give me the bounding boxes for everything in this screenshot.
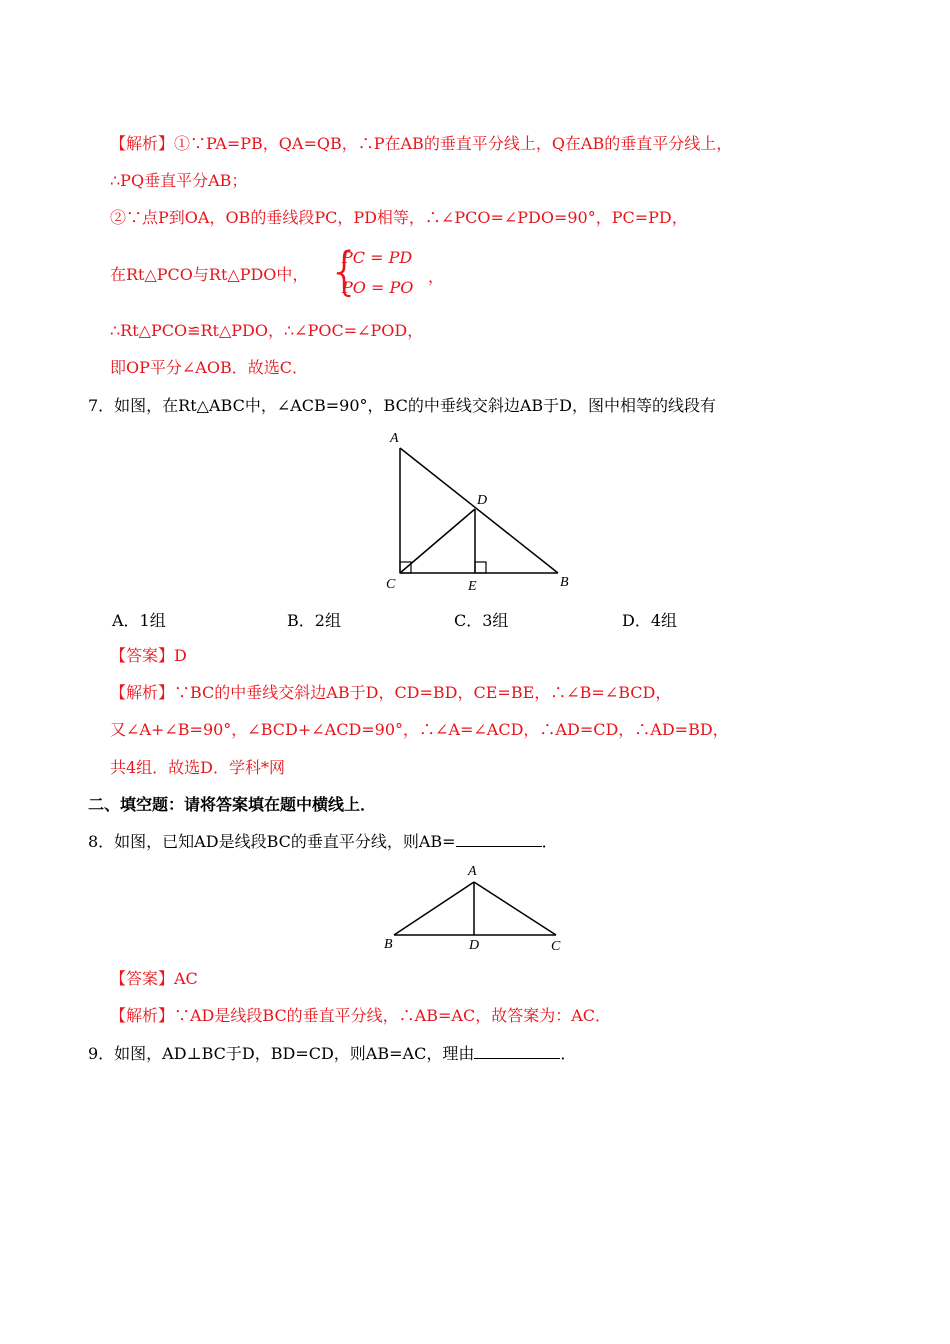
q7-option-a[interactable]: A．1组 xyxy=(112,611,166,630)
system-equation-1: PC = PD xyxy=(342,248,413,267)
analysis6-line3: ②∵点P到OA，OB的垂线段PC，PD相等，∴∠PCO=∠PDO=90°，PC=PD， xyxy=(110,208,688,227)
q8-answer: 【答案】AC xyxy=(110,969,198,988)
segment-ab xyxy=(394,882,474,935)
analysis6-line1: 【解析】①∵PA=PB，QA=QB，∴P在AB的垂直平分线上，Q在AB的垂直平分线上， xyxy=(110,134,733,153)
q8-stem xyxy=(88,831,558,853)
q7-option-b[interactable]: B．2组 xyxy=(287,611,341,630)
q7-triangle-figure xyxy=(380,425,580,595)
analysis6-line2: ∴PQ垂直平分AB； xyxy=(110,171,248,190)
q7-option-d[interactable]: D．4组 xyxy=(622,611,678,630)
q9-stem-before: 9．如图，AD⊥BC于D，BD=CD，则AB=AC，理由 xyxy=(88,1044,475,1063)
analysis6-line4-prefix: 在Rt△PCO与Rt△PDO中， xyxy=(110,265,309,284)
label-d: D xyxy=(469,938,480,953)
q8-answer-blank[interactable] xyxy=(456,832,542,847)
q7-analysis-line3: 共4组．故选D．学科*网 xyxy=(110,758,286,777)
q8-analysis: 【解析】∵AD是线段BC的垂直平分线，∴AB=AC，故答案为：AC． xyxy=(110,1006,611,1025)
q7-analysis-line2: 又∠A+∠B=90°，∠BCD+∠ACD=90°，∴∠A=∠ACD，∴AD=CD，∴AD=BD， xyxy=(110,720,729,739)
q8-stem-after: ． xyxy=(541,832,558,851)
q9-stem-after: ． xyxy=(560,1044,577,1063)
q9-answer-blank[interactable] xyxy=(474,1044,560,1059)
label-b: B xyxy=(384,937,393,952)
label-a: A xyxy=(468,864,477,879)
system-equation-2: PO = PO xyxy=(342,278,414,297)
segment-ac xyxy=(474,882,556,935)
label-e: E xyxy=(468,579,477,594)
q7-analysis-line1: 【解析】∵BC的中垂线交斜边AB于D，CD=BD，CE=BE，∴∠B=∠BCD， xyxy=(110,683,672,702)
system-suffix: ， xyxy=(428,267,445,286)
q8-stem-before: 8．如图，已知AD是线段BC的垂直平分线，则AB= xyxy=(88,832,456,851)
right-angle-e-icon xyxy=(475,562,486,573)
q8-triangle-figure xyxy=(378,858,578,958)
q7-option-c[interactable]: C．3组 xyxy=(454,611,509,630)
label-a: A xyxy=(390,431,399,446)
analysis6-line5: ∴Rt△PCO≌Rt△PDO，∴∠POC=∠POD， xyxy=(110,321,424,340)
label-d: D xyxy=(477,493,488,508)
label-b: B xyxy=(560,575,569,590)
left-brace-icon: { xyxy=(328,242,362,302)
label-c: C xyxy=(551,939,561,954)
q7-stem: 7．如图，在Rt△ABC中，∠ACB=90°，BC的中垂线交斜边AB于D，图中相等的线段有 xyxy=(88,396,716,415)
segment-ab xyxy=(400,448,558,573)
analysis6-line6: 即OP平分∠AOB．故选C． xyxy=(110,358,308,377)
q7-answer: 【答案】D xyxy=(110,646,187,665)
label-c: C xyxy=(386,577,396,592)
section2-title: 二、填空题：请将答案填在题中横线上． xyxy=(88,795,377,814)
q9-stem xyxy=(88,1043,576,1065)
